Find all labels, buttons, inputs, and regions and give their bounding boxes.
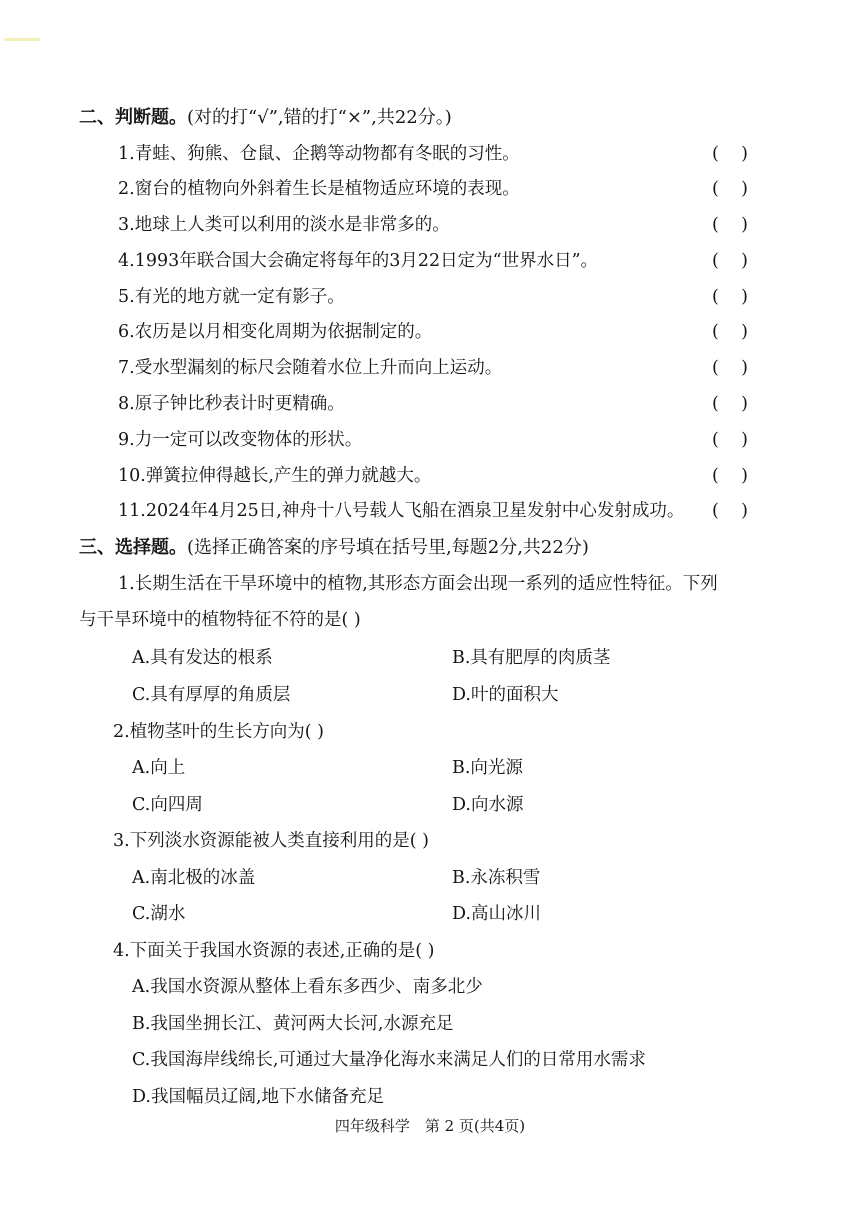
judge-item-11: 11.2024年4月25日,神舟十八号载人飞船在酒泉卫星发射中心发射成功。 (118, 501, 685, 521)
answer-bracket-3[interactable]: ( ) (712, 215, 748, 235)
answer-bracket-5[interactable]: ( ) (712, 287, 748, 307)
section-3-title: 三、选择题。 (79, 537, 187, 558)
answer-bracket-8[interactable]: ( ) (712, 394, 748, 414)
answer-bracket-2[interactable]: ( ) (712, 179, 748, 199)
q3-option-a: A.南北极的冰盖 (132, 868, 256, 888)
section-3-instruction: (选择正确答案的序号填在括号里,每题2分,共22分) (187, 537, 589, 558)
q3-stem: 3.下列淡水资源能被人类直接利用的是( ) (113, 831, 429, 851)
judge-item-9: 9.力一定可以改变物体的形状。 (118, 430, 363, 450)
q3-option-c: C.湖水 (132, 904, 186, 924)
answer-bracket-9[interactable]: ( ) (712, 430, 748, 450)
q2-option-d: D.向水源 (452, 795, 524, 815)
judge-item-4: 4.1993年联合国大会确定将每年的3月22日定为“世界水日”。 (118, 251, 599, 271)
section-2-heading (79, 106, 452, 130)
judge-item-5: 5.有光的地方就一定有影子。 (118, 287, 345, 307)
q1-stem-line-1: 1.长期生活在干旱环境中的植物,其形态方面会出现一系列的适应性特征。下列 (118, 574, 718, 594)
page-footer: 四年级科学 第 2 页(共4页) (334, 1117, 526, 1135)
q2-option-c: C.向四周 (132, 795, 203, 815)
judge-item-2: 2.窗台的植物向外斜着生长是植物适应环境的表现。 (118, 179, 520, 199)
q3-option-b: B.永冻积雪 (452, 868, 541, 888)
answer-bracket-11[interactable]: ( ) (712, 501, 748, 521)
judge-item-7: 7.受水型漏刻的标尺会随着水位上升而向上运动。 (118, 358, 503, 378)
q3-option-d: D.高山冰川 (452, 904, 541, 924)
q2-stem: 2.植物茎叶的生长方向为( ) (113, 722, 324, 742)
answer-bracket-4[interactable]: ( ) (712, 251, 748, 271)
q1-option-c: C.具有厚厚的角质层 (132, 685, 291, 705)
q1-option-d: D.叶的面积大 (452, 685, 559, 705)
q4-option-c: C.我国海岸线绵长,可通过大量净化海水来满足人们的日常用水需求 (132, 1050, 646, 1070)
section-2-title: 二、判断题。 (79, 107, 187, 128)
judge-item-1: 1.青蛙、狗熊、仓鼠、企鹅等动物都有冬眠的习性。 (118, 144, 520, 164)
q4-option-b: B.我国坐拥长江、黄河两大长河,水源充足 (132, 1014, 454, 1034)
q1-option-a: A.具有发达的根系 (132, 648, 273, 668)
section-3-heading (79, 536, 589, 560)
q1-stem-line-2: 与干旱环境中的植物特征不符的是( ) (79, 610, 361, 630)
judge-item-6: 6.农历是以月相变化周期为依据制定的。 (118, 322, 433, 342)
q4-option-a: A.我国水资源从整体上看东多西少、南多北少 (132, 977, 483, 997)
answer-bracket-1[interactable]: ( ) (712, 144, 748, 164)
judge-item-8: 8.原子钟比秒表计时更精确。 (118, 394, 345, 414)
answer-bracket-6[interactable]: ( ) (712, 322, 748, 342)
q4-stem: 4.下面关于我国水资源的表述,正确的是( ) (113, 941, 435, 961)
q4-option-d: D.我国幅员辽阔,地下水储备充足 (132, 1087, 385, 1107)
section-2-instruction: (对的打“√”,错的打“×”,共22分。) (187, 107, 452, 128)
q1-option-b: B.具有肥厚的肉质茎 (452, 648, 611, 668)
answer-bracket-7[interactable]: ( ) (712, 358, 748, 378)
answer-bracket-10[interactable]: ( ) (712, 466, 748, 486)
scan-mark (4, 38, 40, 41)
judge-item-10: 10.弹簧拉伸得越长,产生的弹力就越大。 (118, 466, 432, 486)
judge-item-3: 3.地球上人类可以利用的淡水是非常多的。 (118, 215, 450, 235)
q2-option-a: A.向上 (132, 758, 186, 778)
q2-option-b: B.向光源 (452, 758, 523, 778)
